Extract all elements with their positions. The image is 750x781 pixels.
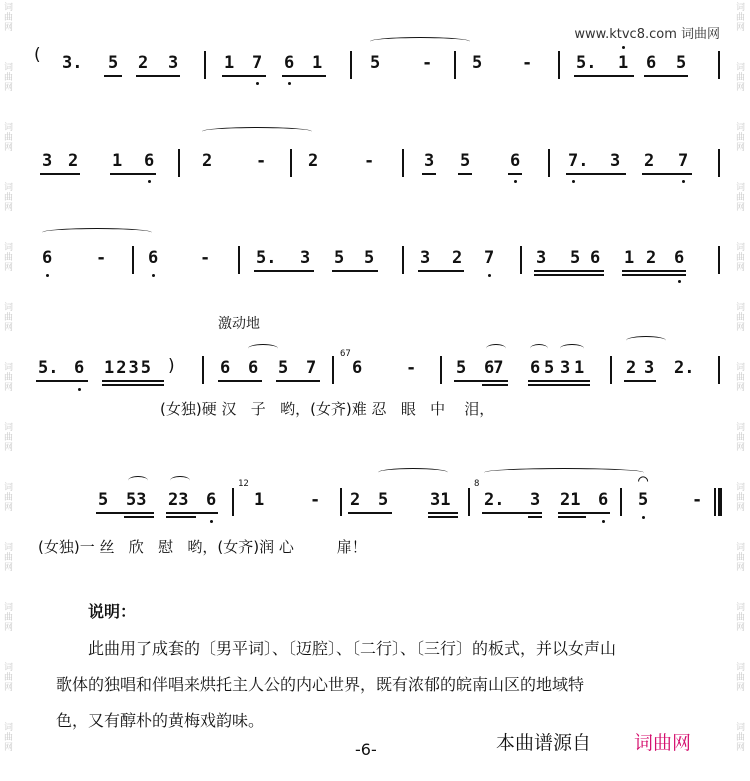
- bar-line: [402, 149, 404, 177]
- note: 1: [224, 53, 235, 73]
- underline: [508, 173, 522, 175]
- underline: [644, 75, 688, 77]
- note: 2.: [484, 490, 505, 510]
- underline: [558, 516, 586, 518]
- score-line: [34, 240, 724, 310]
- watermark-text: 词曲网: [2, 422, 12, 452]
- note: -: [522, 53, 533, 73]
- bar-line: [718, 51, 720, 79]
- grace-note: 67: [340, 349, 351, 359]
- underline: [566, 173, 626, 175]
- underline: [96, 512, 154, 514]
- note: 6: [284, 53, 295, 73]
- note: 1: [254, 490, 265, 510]
- bar-line: [178, 149, 180, 177]
- watermark-text: 词曲网: [2, 2, 12, 32]
- note: 1: [624, 248, 635, 268]
- note: 1235: [104, 358, 153, 378]
- underline: [276, 380, 320, 382]
- note: 1: [618, 53, 629, 73]
- note: 5: [334, 248, 345, 268]
- watermark-text: 词曲网: [734, 302, 744, 332]
- bar-line: [202, 356, 204, 384]
- note: 6: [144, 151, 155, 171]
- underline: [622, 274, 686, 276]
- watermark-left: [0, 0, 18, 781]
- octave-dot: [682, 180, 685, 183]
- underline: [624, 380, 656, 382]
- note: 2: [68, 151, 79, 171]
- underline: [528, 516, 542, 518]
- note: 5: [370, 53, 381, 73]
- note: 5.: [576, 53, 597, 73]
- note: 5: [472, 53, 483, 73]
- note: 5: [544, 358, 555, 378]
- bar-line: [340, 488, 342, 516]
- watermark-text: 词曲网: [2, 542, 12, 572]
- watermark-text: 词曲网: [734, 122, 744, 152]
- open-paren: (: [34, 45, 41, 65]
- underline: [482, 512, 542, 514]
- underline: [428, 516, 458, 518]
- underline: [528, 380, 590, 382]
- watermark-text: 词曲网: [734, 542, 744, 572]
- underline: [124, 516, 154, 518]
- bar-line: [718, 149, 720, 177]
- note: 21: [560, 490, 581, 510]
- watermark-text: 词曲网: [2, 62, 12, 92]
- note: 6: [148, 248, 159, 268]
- octave-dot: [288, 82, 291, 85]
- watermark-text: 词曲网: [2, 482, 12, 512]
- note: 6: [646, 53, 657, 73]
- underline: [418, 270, 464, 272]
- underline: [332, 270, 378, 272]
- grace-note: 8: [474, 479, 480, 489]
- note: 2: [646, 248, 657, 268]
- underline: [222, 75, 266, 77]
- tie-slur: [626, 336, 666, 345]
- underline: [454, 380, 508, 382]
- bar-line: [718, 246, 720, 274]
- note: 1: [312, 53, 323, 73]
- underline: [574, 75, 634, 77]
- bar-line: [454, 51, 456, 79]
- watermark-text: 词曲网: [2, 362, 12, 392]
- bar-line: [238, 246, 240, 274]
- note: 53: [126, 490, 147, 510]
- underline: [528, 384, 590, 386]
- note: 6: [74, 358, 85, 378]
- bar-line: [440, 356, 442, 384]
- watermark-text: 词曲网: [734, 722, 744, 752]
- watermark-text: 词曲网: [734, 242, 744, 272]
- note: 5: [570, 248, 581, 268]
- note: 6: [530, 358, 541, 378]
- note: -: [96, 248, 107, 268]
- watermark-text: 词曲网: [734, 182, 744, 212]
- watermark-text: 词曲网: [2, 602, 12, 632]
- note: 5: [108, 53, 119, 73]
- bar-line: [620, 488, 622, 516]
- page-number: -6-: [355, 740, 377, 759]
- note: 7.: [568, 151, 589, 171]
- bar-line: [332, 356, 334, 384]
- underline: [136, 75, 180, 77]
- tie-slur: [560, 344, 584, 353]
- note: 5.: [256, 248, 277, 268]
- fermata-icon: ⌒: [638, 470, 649, 490]
- tie-slur: [530, 344, 548, 353]
- watermark-text: 词曲网: [2, 662, 12, 692]
- octave-dot: [46, 274, 49, 277]
- note: -: [422, 53, 433, 73]
- underline: [104, 75, 122, 77]
- watermark-text: 词曲网: [734, 602, 744, 632]
- note: 6: [206, 490, 217, 510]
- note: 5: [364, 248, 375, 268]
- underline: [254, 270, 314, 272]
- description-line: 此曲用了成套的〔男平词〕、〔迈腔〕、〔二行〕、〔三行〕的板式，并以女声山: [88, 639, 617, 658]
- note: 3: [420, 248, 431, 268]
- description-line: 歌体的独唱和伴唱来烘托主人公的内心世界，既有浓郁的皖南山区的地域特: [56, 675, 585, 694]
- note: 3: [42, 151, 53, 171]
- note: 5: [378, 490, 389, 510]
- final-bar-thin: [714, 488, 716, 516]
- octave-dot: [678, 280, 681, 283]
- note: -: [406, 358, 417, 378]
- note: 5: [98, 490, 109, 510]
- description-line: 色，又有醇朴的黄梅戏韵味。: [56, 711, 265, 730]
- source-label: 本曲谱源自: [496, 732, 592, 754]
- note: 3: [560, 358, 571, 378]
- bar-line: [558, 51, 560, 79]
- note: 6: [598, 490, 609, 510]
- note: 5: [460, 151, 471, 171]
- site-url: www.ktvc8.com 词曲网: [574, 27, 720, 42]
- watermark-text: 词曲网: [734, 662, 744, 692]
- octave-dot: [256, 82, 259, 85]
- bar-line: [468, 488, 470, 516]
- watermark-text: 词曲网: [734, 62, 744, 92]
- bar-line: [350, 51, 352, 79]
- bar-line: [520, 246, 522, 274]
- note: 6: [220, 358, 231, 378]
- tie-slur: [128, 476, 148, 485]
- bar-line: [232, 488, 234, 516]
- octave-dot: [488, 274, 491, 277]
- bar-line: [132, 246, 134, 274]
- tie-slur: [484, 468, 644, 477]
- grace-note: 12: [238, 479, 249, 489]
- score-line: [34, 45, 724, 115]
- bar-line: [548, 149, 550, 177]
- octave-dot: [572, 180, 575, 183]
- underline: [218, 380, 262, 382]
- note: 2: [452, 248, 463, 268]
- underline: [40, 173, 80, 175]
- watermark-text: 词曲网: [734, 482, 744, 512]
- note: -: [200, 248, 211, 268]
- tie-slur: [202, 127, 312, 136]
- underline: [534, 270, 604, 272]
- underline: [428, 512, 458, 514]
- note: -: [310, 490, 321, 510]
- note: 7: [678, 151, 689, 171]
- bar-line: [610, 356, 612, 384]
- note: 6: [42, 248, 53, 268]
- underline: [622, 270, 686, 272]
- octave-dot: [514, 180, 517, 183]
- underline: [534, 274, 604, 276]
- note: 1: [112, 151, 123, 171]
- note: 6: [510, 151, 521, 171]
- note: 7: [306, 358, 317, 378]
- underline: [458, 173, 472, 175]
- watermark-text: 词曲网: [734, 422, 744, 452]
- score-line: [34, 143, 724, 213]
- octave-dot: [642, 516, 645, 519]
- note: 2: [138, 53, 149, 73]
- note: 6: [248, 358, 259, 378]
- watermark-text: 词曲网: [2, 302, 12, 332]
- lyrics-line: (女独)一 丝 欣 慰 哟，(女齐)润 心 扉！: [38, 538, 367, 556]
- underline: [642, 173, 692, 175]
- note: 3.: [62, 53, 83, 73]
- underline: [282, 75, 326, 77]
- note: 5.: [38, 358, 59, 378]
- note: 2.: [674, 358, 695, 378]
- note: -: [256, 151, 267, 171]
- watermark-text: 词曲网: [2, 722, 12, 752]
- note: 6: [674, 248, 685, 268]
- lyrics-line: (女独)硬 汉 子 哟，(女齐)难 忍 眼 中 泪，: [160, 400, 495, 418]
- note: 7: [484, 248, 495, 268]
- description-title: 说明：: [88, 602, 137, 621]
- note: 3: [300, 248, 311, 268]
- bar-line: [718, 356, 720, 384]
- note: 5: [456, 358, 467, 378]
- note: 5: [676, 53, 687, 73]
- tie-slur: [42, 228, 152, 237]
- final-bar-thick: [718, 488, 722, 516]
- watermark-text: 词曲网: [2, 122, 12, 152]
- tie-slur: [378, 468, 448, 477]
- note: 3: [530, 490, 541, 510]
- close-paren: ): [168, 356, 175, 376]
- octave-dot: [148, 180, 151, 183]
- bar-line: [290, 149, 292, 177]
- watermark-text: 词曲网: [734, 2, 744, 32]
- note: 3: [424, 151, 435, 171]
- watermark-text: 词曲网: [2, 182, 12, 212]
- note: 2: [350, 490, 361, 510]
- note: 3: [536, 248, 547, 268]
- underline: [558, 512, 610, 514]
- bar-line: [204, 51, 206, 79]
- underline: [166, 516, 196, 518]
- note: 31: [430, 490, 451, 510]
- octave-dot: [602, 520, 605, 523]
- note: 7: [252, 53, 263, 73]
- underline: [102, 380, 164, 382]
- note: 5: [638, 490, 649, 510]
- note: -: [692, 490, 703, 510]
- octave-dot: [152, 274, 155, 277]
- expression-mark: 激动地: [218, 316, 260, 332]
- note: 3: [610, 151, 621, 171]
- note: 6: [352, 358, 363, 378]
- octave-dot: [622, 46, 625, 49]
- watermark-text: 词曲网: [734, 362, 744, 392]
- note: 3: [168, 53, 179, 73]
- underline: [102, 384, 164, 386]
- bar-line: [402, 246, 404, 274]
- tie-slur: [170, 476, 190, 485]
- note: 5: [278, 358, 289, 378]
- note: -: [364, 151, 375, 171]
- watermark-text: 词曲网: [2, 242, 12, 272]
- note: 3: [644, 358, 655, 378]
- tie-slur: [370, 37, 470, 46]
- note: 2: [202, 151, 213, 171]
- underline: [166, 512, 218, 514]
- underline: [36, 380, 88, 382]
- note: 6: [590, 248, 601, 268]
- watermark-right: [732, 0, 750, 781]
- note: 23: [168, 490, 189, 510]
- octave-dot: [78, 388, 81, 391]
- underline: [348, 512, 392, 514]
- brand-logo: 词曲网: [634, 732, 692, 754]
- underline: [482, 384, 508, 386]
- note: 2: [308, 151, 319, 171]
- underline: [110, 173, 156, 175]
- note: 2: [644, 151, 655, 171]
- underline: [422, 173, 436, 175]
- note: 1: [574, 358, 585, 378]
- note: 67: [484, 358, 503, 378]
- tie-slur: [486, 344, 506, 353]
- tie-slur: [248, 344, 278, 353]
- note: 2: [626, 358, 637, 378]
- octave-dot: [210, 520, 213, 523]
